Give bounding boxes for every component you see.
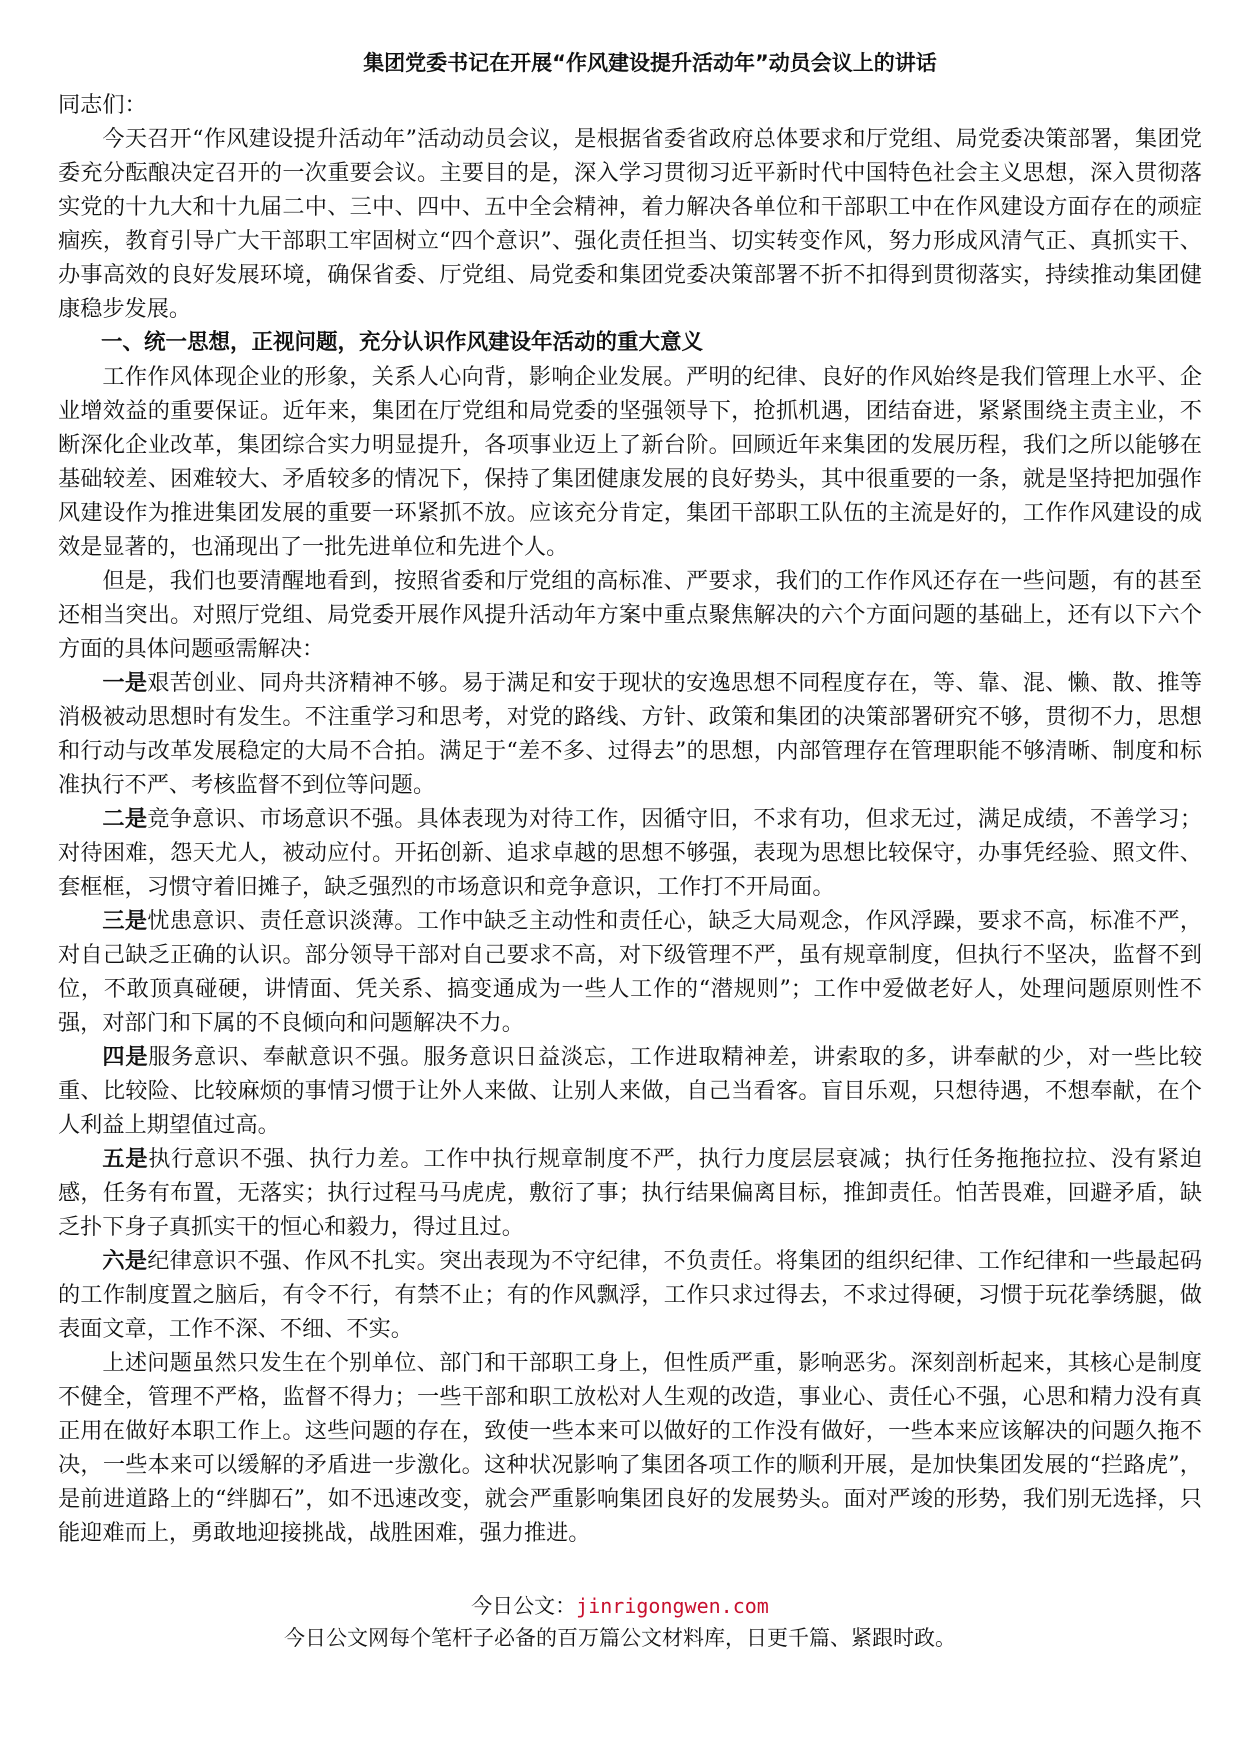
list-item	[58, 1040, 1202, 1142]
document-title: 集团党委书记在开展“作风建设提升活动年”动员会议上的讲话	[363, 51, 937, 75]
item-text: 执行意识不强、执行力差。工作中执行规章制度不严，执行力度层层衰减；执行任务拖拖拉拉、没有紧迫感，任务有布置，无落实；执行过程马马虎虎，敷衍了事；执行结果偏离目标，推卸责任。怕苦畏难，回避矛盾，缺乏扑下身子真抓实干的恒心和毅力，得过且过。	[58, 1146, 1203, 1240]
item-text: 纪律意识不强、作风不扎实。突出表现为不守纪律，不负责任。将集团的组织纪律、工作纪律和一些最起码的工作制度置之脑后，有令不行，有禁不止；有的作风飘浮，工作只求过得去，不求过得硬，习惯于玩花拳绣腿，做表面文章，工作不深、不细、不实。	[58, 1248, 1203, 1342]
section-heading: 一、统一思想，正视问题，充分认识作风建设年活动的重大意义	[101, 330, 704, 355]
footer-label: 今日公文：	[471, 1594, 577, 1618]
list-item	[58, 802, 1202, 904]
item-lead: 四是	[102, 1044, 149, 1070]
document-page	[58, 48, 1202, 1550]
item-lead: 三是	[102, 908, 148, 934]
salutation: 同志们：	[58, 92, 147, 118]
footer-slogan: 今日公文网每个笔杆子必备的百万篇公文材料库，日更千篇、紧跟时政。	[284, 1626, 956, 1650]
item-lead: 六是	[102, 1248, 148, 1274]
intro-paragraph: 今天召开“作风建设提升活动年”活动动员会议，是根据省委省政府总体要求和厅党组、局党委决策部署，集团党委充分酝酿决定召开的一次重要会议。主要目的是，深入学习贯彻习近平新时代中国特色社会主义思想，深入贯彻落实党的十九大和十九届二中、三中、四中、五中全会精神，着力解决各单位和干部职工中在作风建设方面存在的顽症痼疾，教育引导广大干部职工牢固树立“四个意识”、强化责任担当、切实转变作风，努力形成风清气正、真抓实干、办事高效的良好发展环境，确保省委、厅党组、局党委和集团党委决策部署不折不扣得到贯彻落实，持续推动集团健康稳步发展。	[58, 126, 1202, 322]
footer-link[interactable]: jinrigongwen.com	[576, 1594, 769, 1618]
list-item	[58, 666, 1202, 802]
list-item	[58, 1244, 1202, 1346]
paragraph: 工作作风体现企业的形象，关系人心向背，影响企业发展。严明的纪律、良好的作风始终是我们管理上水平、企业增效益的重要保证。近年来，集团在厅党组和局党委的坚强领导下，抢抓机遇，团结奋进，紧紧围绕主责主业，不断深化企业改革，集团综合实力明显提升，各项事业迈上了新台阶。回顾近年来集团的发展历程，我们之所以能够在基础较差、困难较大、矛盾较多的情况下，保持了集团健康发展的良好势头，其中很重要的一条，就是坚持把加强作风建设作为推进集团发展的重要一环紧抓不放。应该充分肯定，集团干部职工队伍的主流是好的，工作作风建设的成效是显著的，也涌现出了一批先进单位和先进个人。	[58, 364, 1202, 560]
paragraph: 上述问题虽然只发生在个别单位、部门和干部职工身上，但性质严重，影响恶劣。深刻剖析起来，其核心是制度不健全，管理不严格，监督不得力；一些干部和职工放松对人生观的改造，事业心、责任心不强，心思和精力没有真正用在做好本职工作上。这些问题的存在，致使一些本来可以做好的工作没有做好，一些本来应该解决的问题久拖不决，一些本来可以缓解的矛盾进一步激化。这种状况影响了集团各项工作的顺利开展，是加快集团发展的“拦路虎”，是前进道路上的“绊脚石”，如不迅速改变，就会严重影响集团良好的发展势头。面对严竣的形势，我们别无选择，只能迎难而上，勇敢地迎接挑战，战胜困难，强力推进。	[58, 1350, 1202, 1546]
list-item	[58, 904, 1202, 1040]
item-lead: 二是	[102, 806, 148, 832]
item-text: 艰苦创业、同舟共济精神不够。易于满足和安于现状的安逸思想不同程度存在，等、靠、混、懒、散、推等消极被动思想时有发生。不注重学习和思考，对党的路线、方针、政策和集团的决策部署研究不够，贯彻不力，思想和行动与改革发展稳定的大局不合拍。满足于“差不多、过得去”的思想，内部管理存在管理职能不够清晰、制度和标准执行不严、考核监督不到位等问题。	[58, 670, 1203, 798]
item-lead: 五是	[102, 1146, 149, 1172]
item-lead: 一是	[102, 670, 148, 696]
paragraph: 但是，我们也要清醒地看到，按照省委和厅党组的高标准、严要求，我们的工作作风还存在一些问题，有的甚至还相当突出。对照厅党组、局党委开展作风提升活动年方案中重点聚焦解决的六个方面问题的基础上，还有以下六个方面的具体问题亟需解决：	[58, 568, 1202, 662]
footer-source	[0, 1591, 1240, 1621]
footer	[0, 1591, 1240, 1653]
document-body	[58, 88, 1202, 1550]
list-item	[58, 1142, 1202, 1244]
item-text: 忧患意识、责任意识淡薄。工作中缺乏主动性和责任心，缺乏大局观念，作风浮躁，要求不高，标准不严，对自己缺乏正确的认识。部分领导干部对自己要求不高，对下级管理不严，虽有规章制度，但执行不坚决，监督不到位，不敢顶真碰硬，讲情面、凭关系、搞变通成为一些人工作的“潜规则”；工作中爱做老好人，处理问题原则性不强，对部门和下属的不良倾向和问题解决不力。	[58, 908, 1203, 1036]
item-text: 竞争意识、市场意识不强。具体表现为对待工作，因循守旧，不求有功，但求无过，满足成绩，不善学习；对待困难，怨天尤人，被动应付。开拓创新、追求卓越的思想不够强，表现为思想比较保守，办事凭经验、照文件、套框框，习惯守着旧摊子，缺乏强烈的市场意识和竞争意识，工作打不开局面。	[58, 806, 1203, 900]
item-text: 服务意识、奉献意识不强。服务意识日益淡忘，工作进取精神差，讲索取的多，讲奉献的少，对一些比较重、比较险、比较麻烦的事情习惯于让外人来做、让别人来做，自己当看客。盲目乐观，只想待遇，不想奉献，在个人利益上期望值过高。	[58, 1044, 1203, 1138]
